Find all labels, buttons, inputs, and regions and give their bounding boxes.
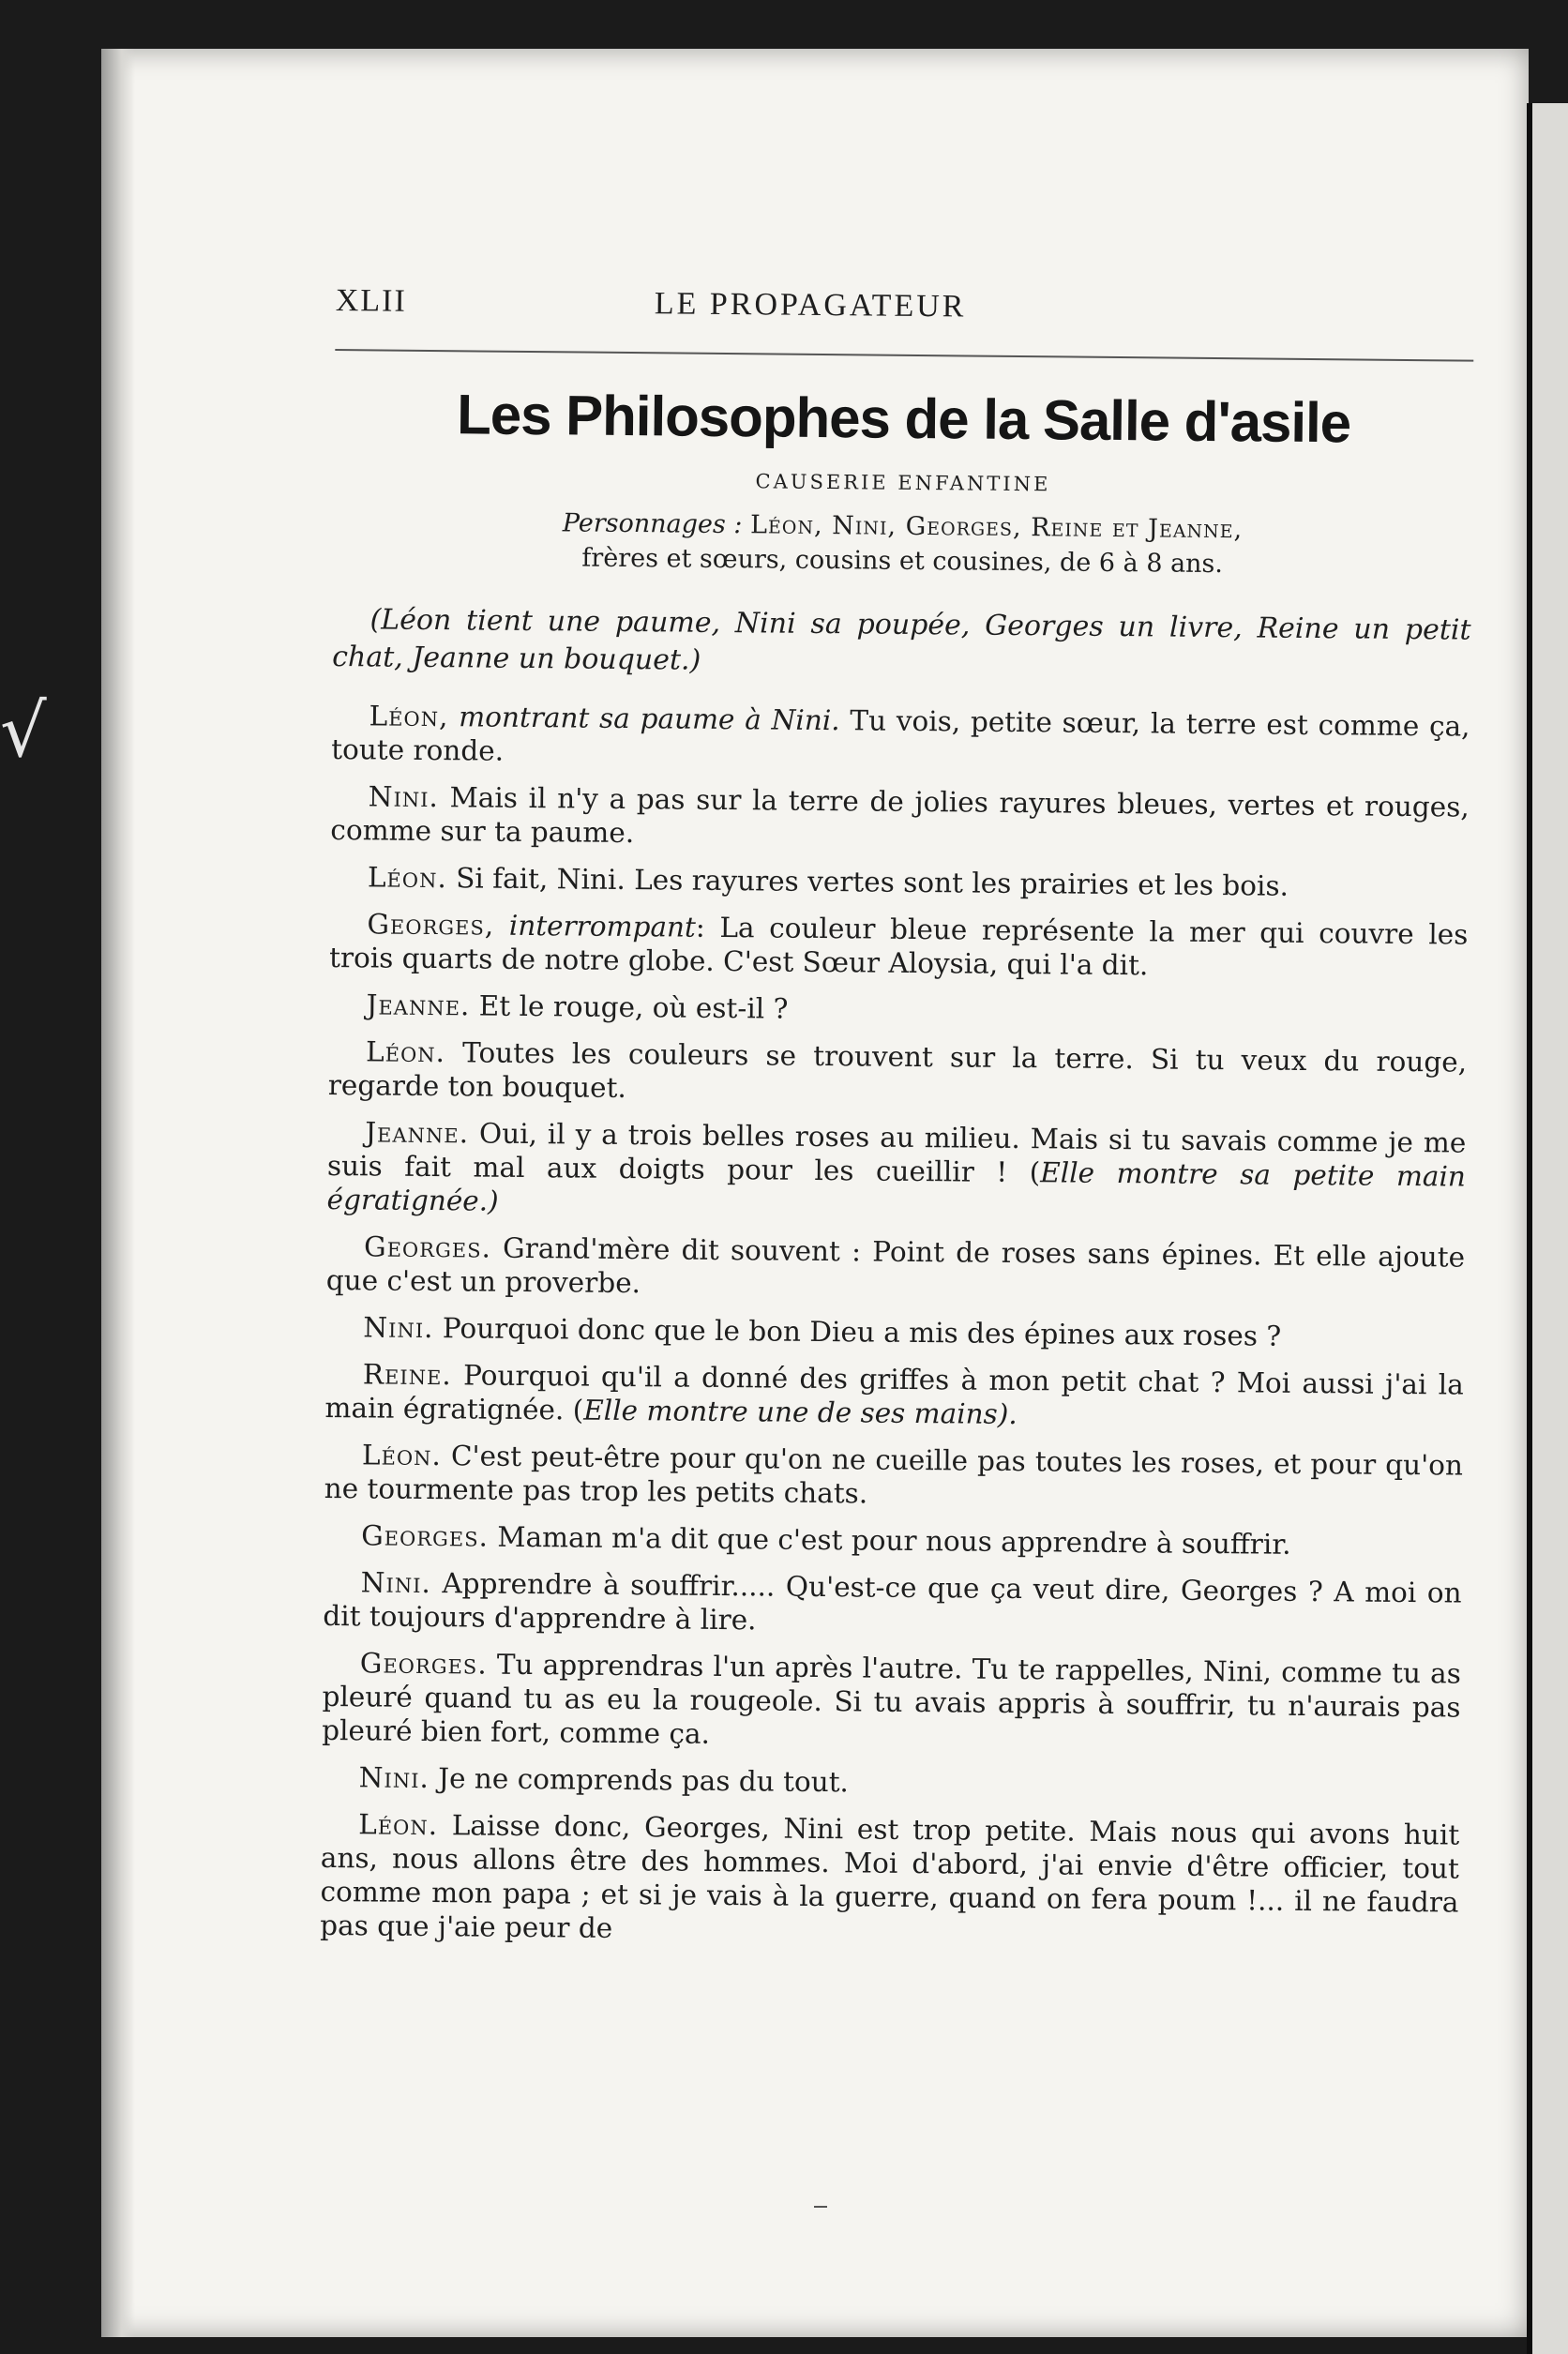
page-gutter-shadow	[101, 49, 135, 2337]
spoken-text: Toutes les couleurs se trouvent sur la terre. Si tu veux du rouge, regarde ton bouquet.	[327, 1036, 1468, 1105]
stage-aside: Elle montre une de ses mains).	[583, 1394, 1018, 1431]
speaker-name: Georges.	[361, 1519, 490, 1553]
stage-aside: montrant sa paume à Nini.	[459, 701, 840, 737]
spoken-text: Oui, il y a trois belles roses au milieu. Mais si tu savais comme je me suis fait mal aux doigts pour les cueillir ! (	[326, 1117, 1467, 1189]
running-head	[335, 283, 1474, 351]
dialogue-line	[329, 907, 1469, 986]
speaker-name: Nini.	[360, 1566, 432, 1600]
speaker-name: Léon.	[365, 1035, 446, 1069]
dialogue-line	[326, 1230, 1466, 1308]
dialogue-line	[323, 1565, 1462, 1644]
spoken-text: Pourquoi qu'il a donné des griffes à mon petit chat ? Moi aussi j'ai la main égratignée. (	[324, 1359, 1464, 1426]
dialogue-line	[328, 1034, 1468, 1113]
spoken-text: Et le rouge, où est-il ?	[470, 989, 789, 1025]
speaker-name: Reine.	[362, 1358, 452, 1392]
stage-aside: interrompant	[508, 909, 697, 943]
characters-description: frères et sœurs, cousins et cousines, de 6 à 8 ans.	[581, 543, 1224, 580]
spoken-text: Si fait, Nini. Les rayures vertes sont les prairies et les bois.	[446, 862, 1289, 902]
speaker-name: Jeanne.	[366, 988, 471, 1022]
spoken-text: : La couleur bleue représente la mer qui couvre les trois quarts de notre globe. C'est Sœur Aloysia, qui l'a dit.	[328, 911, 1469, 982]
page-mark	[814, 2206, 827, 2208]
dialogue-line	[330, 860, 1469, 905]
speaker-name: Georges.	[359, 1647, 488, 1681]
article-title: Les Philosophes de la Salle d'asile	[456, 383, 1351, 455]
dialogue-line	[330, 779, 1470, 858]
spoken-text: Je ne comprends pas du tout.	[429, 1762, 850, 1799]
stage-direction: (Léon tient une paume, Nini sa poupée, Georges un livre, Reine un petit chat, Jeanne un bouquet.)	[332, 603, 1471, 677]
dialogue-line	[322, 1646, 1461, 1758]
page-number: XLII	[335, 283, 407, 319]
running-title: LE PROPAGATEUR	[654, 286, 967, 324]
dialogue-line	[325, 1310, 1464, 1355]
spoken-text: Laisse donc, Georges, Nini est trop petite. Mais nous qui avons huit ans, nous allons être des hommes. Moi d'abord, j'ai envie d'être officier, tout comme mon papa ; et si je vais à la guerre, quand on fera poum !... il ne faudra pas que j'aie peur de	[320, 1809, 1460, 1944]
dialogue-line	[328, 988, 1467, 1033]
characters-names: Léon, Nini, Georges, Reine et Jeanne,	[749, 510, 1244, 545]
dialogue-line	[324, 1438, 1463, 1517]
characters-list	[333, 504, 1472, 584]
speaker-name: Georges.	[363, 1230, 492, 1264]
spoken-text: Mais il n'y a pas sur la terre de jolies rayures bleues, vertes et rouges, comme sur ta paume.	[330, 781, 1470, 850]
dialogue-line	[331, 699, 1470, 777]
spoken-text: Tu apprendras l'un après l'autre. Tu te rappelles, Nini, comme tu as pleuré quand tu as eu la rougeole. Si tu avais appris à souffrir, tu n'aurais pas pleuré bien fort, comme ça.	[322, 1648, 1461, 1750]
speaker-name: Nini.	[363, 1311, 434, 1345]
dialogue-line	[324, 1518, 1462, 1563]
dialogue-line	[326, 1115, 1466, 1228]
spoken-text: Grand'mère dit souvent : Point de roses sans épines. Et elle ajoute que c'est un proverbe.	[325, 1231, 1466, 1300]
speaker-name: Nini.	[368, 780, 440, 814]
book-page	[101, 49, 1529, 2337]
spoken-text: C'est peut-être pour qu'on ne cueille pas toutes les roses, et pour qu'on ne tourmente pas trop les petits chats.	[324, 1440, 1464, 1510]
dialogue-line	[320, 1807, 1459, 1954]
page-content	[320, 283, 1474, 1967]
spoken-text: Pourquoi donc que le bon Dieu a mis des épines aux roses ?	[433, 1312, 1282, 1352]
speaker-name: Nini.	[358, 1761, 430, 1795]
dialogue-line	[324, 1357, 1464, 1436]
spoken-text: Tu vois, petite sœur, la terre est comme ça, toute ronde.	[331, 704, 1470, 767]
speaker-name: Léon.	[367, 861, 447, 895]
spoken-text: Apprendre à souffrir..... Qu'est-ce que ça veut dire, Georges ? A moi on dit toujours d'apprendre à lire.	[323, 1567, 1462, 1637]
margin-mark: √	[0, 689, 47, 774]
characters-label: Personnages :	[562, 508, 743, 540]
speaker-name: Léon.	[358, 1808, 439, 1842]
adjacent-page-edge	[1527, 103, 1568, 2354]
dialogue-line	[322, 1760, 1460, 1805]
speaker-name: Georges,	[367, 908, 495, 942]
header-rule	[335, 349, 1473, 362]
spoken-text: Maman m'a dit que c'est pour nous apprendre à souffrir.	[488, 1520, 1291, 1561]
stage-aside: Elle montre sa petite main égratignée.)	[326, 1156, 1467, 1217]
article-subtitle: CAUSERIE ENFANTINE	[755, 470, 1051, 496]
dialogue	[320, 699, 1470, 1954]
speaker-name: Léon.	[361, 1439, 443, 1472]
speaker-name: Jeanne.	[365, 1116, 470, 1150]
speaker-name: Léon,	[369, 700, 449, 733]
